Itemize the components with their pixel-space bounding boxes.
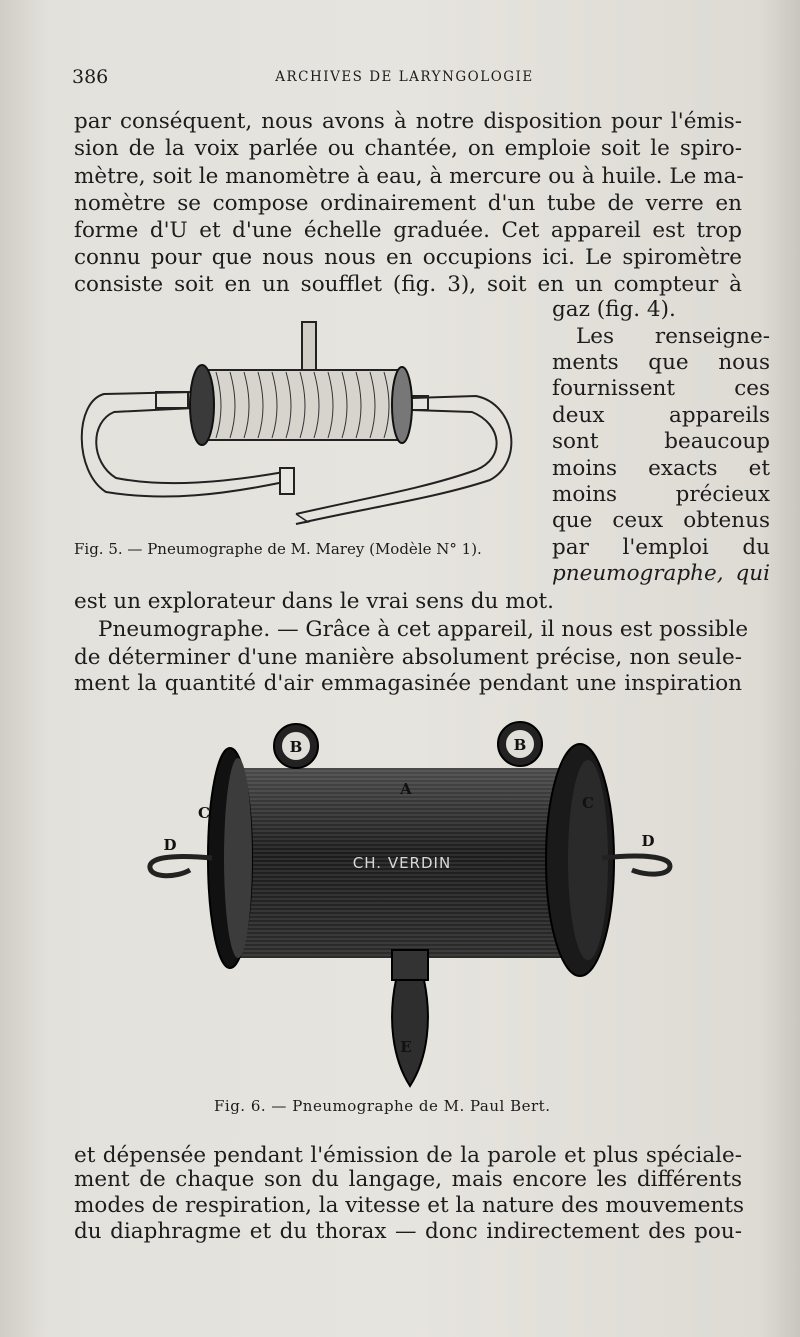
figure-6-illustration	[140, 718, 680, 1094]
running-header	[72, 66, 737, 90]
column-line: sont beaucoup	[552, 429, 770, 454]
label-d: D	[163, 836, 177, 854]
text-line: et dépensée pendant l'émission de la parole et plus spéciale-	[74, 1143, 742, 1168]
label-b: B	[513, 736, 527, 754]
column-line: moins exacts et	[552, 456, 770, 481]
column-line: Les renseigne-	[576, 324, 770, 349]
column-line: deux appareils	[552, 403, 770, 428]
text-line: sion de la voix parlée ou chantée, on emploie soit le spiro-	[74, 136, 742, 161]
text-line: connu pour que nous nous en occupions ici. Le spiromètre	[74, 245, 742, 270]
label-d: D	[641, 832, 655, 850]
column-line: moins précieux	[552, 482, 770, 507]
column-line: fournissent ces	[552, 376, 770, 401]
figure-5-illustration	[76, 312, 536, 534]
column-line: gaz (fig. 4).	[552, 297, 676, 322]
figure-5-caption: Fig. 5. — Pneumographe de M. Marey (Modèle N° 1).	[74, 540, 482, 558]
label-a: A	[400, 780, 412, 798]
text-line: Pneumographe. — Grâce à cet appareil, il nous est possible	[98, 617, 749, 642]
text-line: forme d'U et d'une échelle graduée. Cet appareil est trop	[74, 218, 742, 243]
label-b: B	[289, 738, 303, 756]
label-c: C	[582, 794, 594, 812]
text-line: ment la quantité d'air emmagasinée pendant une inspiration	[74, 671, 742, 696]
text-line: par conséquent, nous avons à notre disposition pour l'émis-	[74, 109, 742, 134]
text-line: consiste soit en un soufflet (fig. 3), soit en un compteur à	[74, 272, 742, 297]
figure-6-caption: Fig. 6. — Pneumographe de M. Paul Bert.	[214, 1097, 551, 1115]
column-line: par l'emploi du	[552, 535, 770, 560]
text-line: ment de chaque son du langage, mais encore les différents	[74, 1167, 742, 1192]
running-title: ARCHIVES DE LARYNGOLOGIE	[275, 69, 534, 85]
column-line: ments que nous	[552, 350, 770, 375]
column-line: pneumographe, qui	[552, 561, 770, 586]
text-line: est un explorateur dans le vrai sens du mot.	[74, 589, 555, 614]
label-e: E	[400, 1038, 412, 1056]
column-line: que ceux obtenus	[552, 508, 770, 533]
text-line: de déterminer d'une manière absolument précise, non seule-	[74, 645, 742, 670]
text-line: modes de respiration, la vitesse et la nature des mouvements	[74, 1193, 745, 1218]
label-c: C	[198, 804, 210, 822]
text-line: mètre, soit le manomètre à eau, à mercure ou à huile. Le ma-	[74, 164, 744, 189]
text-line: du diaphragme et du thorax — donc indirectement des pou-	[74, 1219, 742, 1244]
text-line: nomètre se compose ordinairement d'un tube de verre en	[74, 191, 742, 216]
maker-mark: CH. VERDIN	[352, 854, 452, 872]
page-number: 386	[72, 66, 109, 88]
